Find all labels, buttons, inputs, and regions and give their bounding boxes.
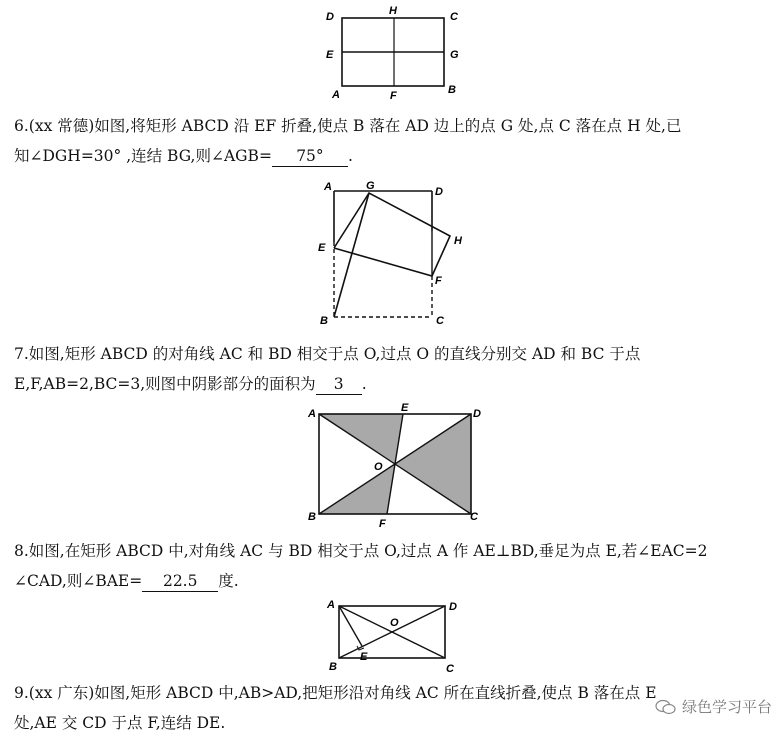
- label-C: C: [450, 11, 458, 23]
- answer-blank: 3: [316, 374, 362, 395]
- watermark-text: 绿色学习平台: [681, 698, 772, 716]
- label-A: A: [308, 408, 316, 420]
- problem-8-prefix: ∠CAD,则∠BAE=: [14, 572, 143, 590]
- label-G: G: [450, 49, 459, 61]
- answer-blank: 75°: [272, 146, 348, 167]
- label-E: E: [360, 651, 368, 663]
- problem-6: [14, 111, 774, 171]
- problem-7-line-1: 7.如图,矩形 ABCD 的对角线 AC 和 BD 相交于点 O,过点 O 的直线分别交 AD 和 BC 于点: [14, 345, 641, 363]
- problem-8-line-2: [14, 566, 774, 596]
- label-F: F: [435, 275, 442, 287]
- figure-top: [320, 0, 470, 102]
- label-B: B: [448, 84, 456, 96]
- label-E: E: [326, 49, 334, 61]
- problem-7-suffix: .: [361, 375, 367, 393]
- label-C: C: [446, 663, 454, 675]
- label-G: G: [366, 180, 375, 192]
- label-H: H: [389, 5, 397, 17]
- label-D: D: [473, 408, 481, 420]
- problem-6-line-1: 6.(xx 常德)如图,将矩形 ABCD 沿 EF 折叠,使点 B 落在 AD 边上的点 G 处,点 C 落在点 H 处,已: [14, 117, 682, 135]
- label-O: O: [390, 617, 399, 629]
- label-B: B: [308, 511, 316, 523]
- label-F: F: [379, 518, 386, 530]
- problem-6-suffix: .: [347, 147, 353, 165]
- label-A: A: [332, 89, 340, 101]
- label-A: A: [327, 599, 335, 611]
- label-B: B: [329, 661, 337, 673]
- problem-9-line-1: 9.(xx 广东)如图,矩形 ABCD 中,AB>AD,把矩形沿对角线 AC 所在直线折叠,使点 B 落在点 E: [14, 684, 657, 702]
- label-O: O: [374, 461, 383, 473]
- label-C: C: [436, 315, 444, 327]
- label-B: B: [320, 315, 328, 327]
- problem-7-line-2: [14, 369, 774, 399]
- label-E: E: [318, 242, 326, 254]
- problem-6-prefix: 知∠DGH=30° ,连结 BG,则∠AGB=: [14, 147, 272, 165]
- label-D: D: [326, 11, 334, 23]
- label-D: D: [449, 601, 457, 613]
- problem-7-prefix: E,F,AB=2,BC=3,则图中阴影部分的面积为: [14, 375, 316, 393]
- problem-6-line-2: [14, 141, 774, 171]
- watermark: [655, 696, 772, 717]
- figure-6: [312, 176, 482, 331]
- answer-blank: 22.5: [142, 571, 218, 592]
- problem-8: [14, 536, 774, 596]
- problem-7: [14, 339, 774, 399]
- label-H: H: [454, 235, 462, 247]
- label-F: F: [390, 90, 397, 102]
- problem-9-line-2: 处,AE 交 CD 于点 F,连结 DE.: [14, 714, 226, 732]
- label-A: A: [324, 181, 332, 193]
- wechat-icon: [655, 699, 677, 715]
- problem-8-suffix: 度.: [218, 572, 239, 590]
- figure-8: [322, 594, 472, 678]
- label-E: E: [401, 402, 409, 414]
- figure-7: [303, 400, 488, 530]
- label-C: C: [470, 511, 478, 523]
- problem-8-line-1: 8.如图,在矩形 ABCD 中,对角线 AC 与 BD 相交于点 O,过点 A 作 AE⊥BD,垂足为点 E,若∠EAC=2: [14, 542, 708, 560]
- label-D: D: [435, 186, 443, 198]
